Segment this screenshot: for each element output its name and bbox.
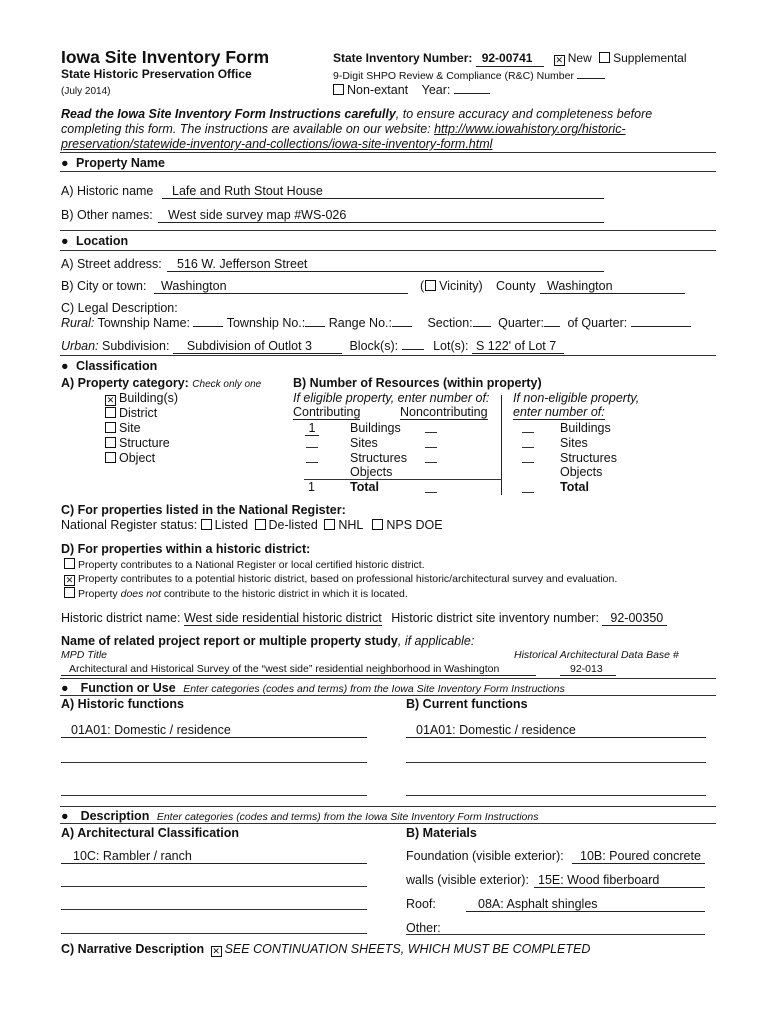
district-opt3-checkbox[interactable] bbox=[64, 587, 75, 598]
district-option[interactable] bbox=[64, 558, 425, 571]
district-site-inv-label: Historic district site inventory number: bbox=[391, 611, 599, 625]
district-option[interactable] bbox=[64, 573, 617, 586]
arch-blank-line[interactable] bbox=[61, 886, 367, 887]
county-field[interactable]: Washington bbox=[540, 279, 685, 294]
resource-type-total: Total bbox=[350, 480, 379, 494]
divider bbox=[60, 678, 716, 679]
eligible-note: If eligible property, enter number of: bbox=[293, 391, 490, 405]
roof-label: Roof: bbox=[406, 897, 436, 911]
property-name-heading: ● Property Name bbox=[61, 156, 165, 170]
site-checkbox[interactable] bbox=[105, 422, 116, 433]
lots-label: Lot(s): bbox=[433, 339, 469, 353]
quarter-label: Quarter: bbox=[498, 316, 544, 330]
new-checkbox[interactable]: ✕ bbox=[555, 55, 564, 65]
nonextant-row bbox=[333, 83, 490, 97]
object-checkbox[interactable] bbox=[105, 452, 116, 463]
blocks-label: Block(s): bbox=[349, 339, 399, 353]
contrib-buildings-count[interactable]: 1 bbox=[305, 421, 319, 436]
description-note: Enter categories (codes and terms) from the Iowa Site Inventory Form Instructions bbox=[156, 811, 539, 823]
column-divider bbox=[501, 395, 502, 495]
other-materials-field[interactable] bbox=[406, 934, 705, 935]
divider bbox=[60, 250, 716, 251]
district-name-field[interactable]: West side residential historic district bbox=[183, 611, 382, 625]
foundation-label: Foundation (visible exterior): bbox=[406, 849, 564, 863]
instructions-line1 bbox=[61, 107, 652, 121]
rural-label: Rural: bbox=[61, 316, 95, 330]
district-opt-emph: does not bbox=[120, 588, 161, 600]
check-only-note: Check only one bbox=[192, 379, 262, 390]
district-heading: D) For properties within a historic district: bbox=[61, 542, 311, 556]
state-inventory-label: State Inventory Number: bbox=[333, 51, 473, 65]
city-label: B) City or town: bbox=[61, 279, 147, 293]
contributing-header: Contributing bbox=[293, 405, 361, 419]
instructions-text: completing this form. The instructions are available on our website: bbox=[61, 122, 435, 136]
related-heading-text: Name of related project report or multiple property study bbox=[61, 634, 398, 648]
current-functions-label: B) Current functions bbox=[406, 697, 528, 711]
divider bbox=[60, 823, 716, 824]
structure-checkbox[interactable] bbox=[105, 437, 116, 448]
arch-blank-line[interactable] bbox=[61, 933, 367, 934]
narrative-text: SEE CONTINUATION SHEETS, WHICH MUST BE COMPLETED bbox=[224, 942, 591, 956]
contrib-total-count[interactable]: 1 bbox=[308, 480, 315, 494]
of-quarter-label: of Quarter: bbox=[567, 316, 628, 330]
district-opt-label: Property bbox=[78, 588, 121, 600]
related-heading bbox=[61, 634, 474, 648]
vicinity-checkbox[interactable] bbox=[425, 280, 436, 291]
urban-row bbox=[61, 339, 564, 354]
function-blank-line[interactable] bbox=[406, 795, 706, 796]
township-name-field[interactable] bbox=[193, 326, 223, 327]
category-option[interactable] bbox=[105, 406, 157, 420]
range-no-label: Range No.: bbox=[328, 316, 392, 330]
supplemental-checkbox[interactable] bbox=[599, 52, 610, 63]
year-field[interactable] bbox=[454, 93, 490, 94]
mpd-title-field[interactable]: Architectural and Historical Survey of the “west side” residential neighborhood in Washington bbox=[61, 663, 536, 676]
township-no-field[interactable] bbox=[305, 326, 325, 327]
district-site-inv-field[interactable]: 92-00350 bbox=[602, 611, 667, 626]
classification-heading: ● Classification bbox=[61, 359, 158, 373]
nhl-checkbox[interactable] bbox=[324, 519, 335, 530]
district-checkbox[interactable] bbox=[105, 407, 116, 418]
total-line bbox=[304, 479, 502, 480]
delisted-checkbox[interactable] bbox=[255, 519, 266, 530]
historic-functions-label: A) Historic functions bbox=[61, 697, 184, 711]
form-date: (July 2014) bbox=[61, 86, 111, 97]
enter-number-note: enter number of: bbox=[513, 405, 605, 419]
function-blank-line[interactable] bbox=[406, 762, 706, 763]
arch-blank-line[interactable] bbox=[61, 909, 367, 910]
function-blank-line[interactable] bbox=[61, 762, 367, 763]
district-name-row bbox=[61, 611, 667, 626]
district-opt1-checkbox[interactable] bbox=[64, 558, 75, 569]
resource-type: Sites bbox=[560, 436, 588, 450]
count-blank[interactable] bbox=[522, 462, 534, 463]
national-register-heading: C) For properties listed in the National Register: bbox=[61, 503, 346, 517]
township-no-label: Township No.: bbox=[226, 316, 306, 330]
of-quarter-field[interactable] bbox=[631, 326, 691, 327]
divider bbox=[60, 230, 716, 231]
nr-option: Listed bbox=[214, 518, 249, 532]
national-register-row bbox=[61, 518, 443, 532]
divider bbox=[60, 806, 716, 807]
current-function-field[interactable]: 01A01: Domestic / residence bbox=[406, 723, 706, 738]
count-blank[interactable] bbox=[522, 492, 534, 493]
instructions-rest: , to ensure accuracy and completeness before bbox=[395, 107, 653, 121]
form-title: Iowa Site Inventory Form bbox=[61, 47, 270, 67]
blocks-field[interactable] bbox=[402, 349, 424, 350]
mpd-title-label: MPD Title bbox=[61, 649, 107, 661]
district-opt-label: contribute to the historic district in which it is located. bbox=[160, 588, 408, 600]
narrative-row bbox=[61, 942, 590, 957]
instructions-link-cont[interactable]: preservation/statewide-inventory-and-collections/iowa-site-inventory-form.html bbox=[61, 137, 493, 151]
description-heading-text: Description bbox=[80, 809, 150, 823]
district-name-label: Historic district name: bbox=[61, 611, 181, 625]
legal-description-label: C) Legal Description: bbox=[61, 301, 178, 315]
building-checkbox[interactable]: ✕ bbox=[106, 395, 115, 405]
count-blank[interactable] bbox=[425, 492, 437, 493]
district-opt-label: Property contributes to a National Register or local certified historic district. bbox=[78, 559, 425, 571]
narrative-checkbox[interactable]: ✕ bbox=[212, 946, 220, 956]
walls-label: walls (visible exterior): bbox=[406, 873, 529, 887]
location-heading: ● Location bbox=[61, 234, 129, 248]
category-option[interactable] bbox=[105, 421, 141, 435]
category-label: District bbox=[119, 406, 158, 420]
count-blank[interactable] bbox=[425, 447, 437, 448]
district-option[interactable] bbox=[64, 587, 408, 600]
office-name: State Historic Preservation Office bbox=[61, 67, 252, 81]
count-blank[interactable] bbox=[425, 432, 437, 433]
category-option[interactable] bbox=[105, 451, 155, 465]
category-label: Structure bbox=[119, 436, 170, 450]
resource-type: Objects bbox=[560, 465, 603, 479]
arch-classification-label: A) Architectural Classification bbox=[61, 826, 240, 840]
nps-doe-checkbox[interactable] bbox=[372, 519, 383, 530]
resource-type: Objects bbox=[350, 465, 393, 479]
resource-type: Sites bbox=[350, 436, 378, 450]
materials-label: B) Materials bbox=[406, 826, 477, 840]
county-label: County bbox=[496, 279, 536, 293]
nr-option: NPS DOE bbox=[386, 518, 443, 532]
city-field[interactable]: Washington bbox=[154, 279, 408, 294]
resource-type: Buildings bbox=[560, 421, 611, 435]
state-inventory-value[interactable]: 92-00741 bbox=[476, 52, 545, 67]
new-label: New bbox=[567, 51, 592, 65]
count-blank[interactable] bbox=[306, 447, 318, 448]
divider bbox=[60, 695, 716, 696]
instructions-line2 bbox=[61, 122, 626, 136]
noneligible-note: If non-eligible property, bbox=[513, 391, 640, 405]
walls-field[interactable]: 15E: Wood fiberboard bbox=[534, 873, 705, 888]
instructions-line3 bbox=[61, 137, 492, 151]
range-no-field[interactable] bbox=[392, 326, 412, 327]
narrative-label: C) Narrative Description bbox=[61, 942, 205, 956]
count-blank[interactable] bbox=[522, 432, 534, 433]
quarter-field[interactable] bbox=[544, 326, 560, 327]
year-label: Year: bbox=[421, 83, 451, 97]
nonextant-label: Non-extant bbox=[347, 83, 409, 97]
category-option[interactable] bbox=[105, 391, 178, 406]
historic-name-label: A) Historic name bbox=[61, 184, 154, 198]
section-field[interactable] bbox=[473, 326, 491, 327]
nr-option: De-listed bbox=[268, 518, 318, 532]
street-label: A) Street address: bbox=[61, 257, 162, 271]
urban-label: Urban: bbox=[61, 339, 99, 353]
noncontributing-header: Noncontributing bbox=[400, 405, 488, 419]
divider bbox=[60, 152, 716, 153]
count-blank[interactable] bbox=[522, 447, 534, 448]
resources-heading: B) Number of Resources (within property) bbox=[293, 376, 542, 390]
category-label: Site bbox=[119, 421, 141, 435]
divider bbox=[60, 355, 716, 356]
district-opt2-checkbox[interactable]: ✕ bbox=[65, 575, 74, 585]
resource-type-total: Total bbox=[560, 480, 589, 494]
arch-classification-field[interactable]: 10C: Rambler / ranch bbox=[61, 849, 367, 864]
divider bbox=[60, 171, 716, 172]
description-heading: ● Description Enter categories (codes and terms) from the Iowa Site Inventory Form Instructions bbox=[61, 809, 539, 823]
district-opt-label: Property contributes to a potential historic district, based on professional historic/architectural survey and evaluation. bbox=[78, 573, 618, 585]
database-field[interactable]: 92-013 bbox=[560, 663, 616, 676]
database-label: Historical Architectural Data Base # bbox=[514, 649, 679, 661]
supplemental-label: Supplemental bbox=[613, 51, 687, 65]
category-label-row bbox=[61, 376, 261, 391]
category-label: A) Property category: bbox=[61, 376, 189, 390]
nr-option: NHL bbox=[338, 518, 363, 532]
shpo-row bbox=[333, 70, 605, 82]
function-blank-line[interactable] bbox=[61, 795, 367, 796]
township-name-label: Township Name: bbox=[97, 316, 190, 330]
listed-checkbox[interactable] bbox=[201, 519, 212, 530]
function-heading-text: Function or Use bbox=[80, 681, 176, 695]
subdivision-field[interactable]: Subdivision of Outlot 3 bbox=[173, 339, 342, 354]
function-note: Enter categories (codes and terms) from the Iowa Site Inventory Form Instructions bbox=[183, 683, 565, 695]
foundation-field[interactable]: 10B: Poured concrete bbox=[572, 849, 705, 864]
shpo-label: 9-Digit SHPO Review & Compliance (R&C) Number bbox=[333, 70, 574, 82]
historic-name-field[interactable]: Lafe and Ruth Stout House bbox=[162, 184, 604, 199]
shpo-field[interactable] bbox=[577, 78, 605, 79]
resource-type: Structures bbox=[350, 451, 407, 465]
resource-type: Buildings bbox=[350, 421, 401, 435]
other-names-field[interactable]: West side survey map #WS-026 bbox=[158, 208, 604, 223]
state-inventory-row bbox=[333, 52, 687, 67]
other-materials-label: Other: bbox=[406, 921, 441, 935]
category-label: Object bbox=[119, 451, 156, 465]
nr-status-label: National Register status: bbox=[61, 518, 198, 532]
rural-row bbox=[61, 316, 691, 330]
category-option[interactable] bbox=[105, 436, 170, 450]
function-heading: ● Function or Use Enter categories (codes and terms) from the Iowa Site Inventory Form Instructions bbox=[61, 681, 565, 695]
instructions-bold: Read the Iowa Site Inventory Form Instructions carefully bbox=[61, 107, 396, 121]
count-blank[interactable] bbox=[425, 462, 437, 463]
category-label: Building(s) bbox=[119, 391, 179, 405]
subdivision-label: Subdivision: bbox=[102, 339, 170, 353]
nonextant-checkbox[interactable] bbox=[333, 84, 344, 95]
vicinity-label: Vicinity) bbox=[439, 279, 483, 293]
vicinity-row: ( Vicinity) bbox=[420, 279, 483, 293]
related-heading-suffix: , if applicable: bbox=[397, 634, 475, 648]
section-label: Section: bbox=[427, 316, 473, 330]
count-blank[interactable] bbox=[306, 462, 318, 463]
historic-function-field[interactable]: 01A01: Domestic / residence bbox=[61, 723, 367, 738]
instructions-link[interactable]: http://www.iowahistory.org/historic- bbox=[434, 122, 626, 136]
street-field[interactable]: 516 W. Jefferson Street bbox=[167, 257, 604, 272]
resource-type: Structures bbox=[560, 451, 617, 465]
lots-field[interactable]: S 122' of Lot 7 bbox=[472, 339, 564, 354]
other-names-label: B) Other names: bbox=[61, 208, 153, 222]
roof-field[interactable]: 08A: Asphalt shingles bbox=[466, 897, 705, 912]
